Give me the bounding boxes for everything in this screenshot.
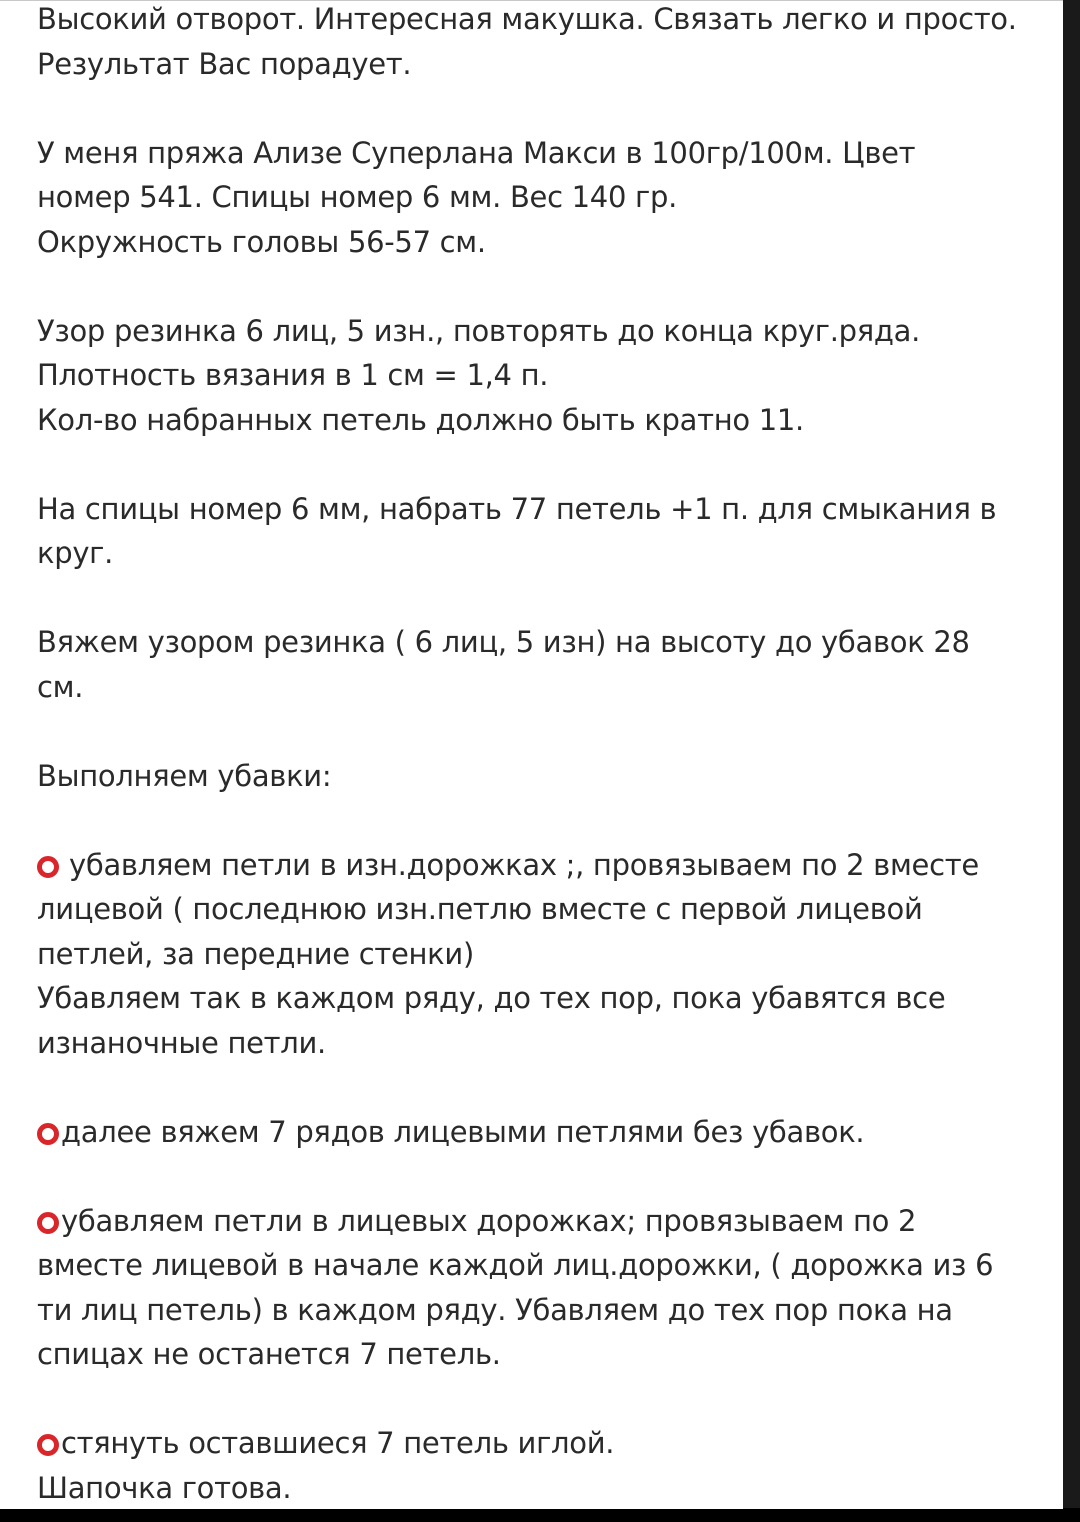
materials-line-1: У меня пряжа Ализе Суперлана Макси в 100гр/100м. Цвет (37, 135, 916, 170)
paragraph-gap (37, 1065, 1047, 1110)
step-4-text: стянуть оставшиеся 7 петель иглой. (61, 1426, 615, 1460)
step-2-text: далее вяжем 7 рядов лицевыми петлями без убавок. (61, 1114, 865, 1149)
red-circle-icon (37, 856, 59, 878)
pattern-line-3: Кол-во набранных петель должно быть кратно 11. (37, 402, 804, 437)
materials-line-3: Окружность головы 56-57 см. (37, 224, 486, 259)
step-1-text: убавляем петли в изн.дорожках ;, провязываем по 2 вместе (69, 847, 979, 882)
rib-line-2: см. (37, 669, 84, 704)
red-circle-icon (37, 1212, 59, 1234)
intro-line-2: Результат Вас порадует. (37, 46, 412, 81)
paragraph-gap (37, 86, 1047, 131)
step-1-line-3: петлей, за передние стенки) (37, 936, 474, 971)
pattern-line-1: Узор резинка 6 лиц, 5 изн., повторять до конца круг.ряда. (37, 313, 921, 348)
step-3-line-1 (37, 1199, 1047, 1244)
paragraph-gap (37, 1154, 1047, 1199)
screen-edge (1063, 0, 1080, 1508)
paragraph-gap (37, 264, 1047, 309)
step-1-line-5: изнаночные петли. (37, 1025, 326, 1060)
cast-on-line-1: На спицы номер 6 мм, набрать 77 петель +1 п. для смыкания в (37, 491, 997, 526)
step-3-line-4: спицах не останется 7 петель. (37, 1337, 501, 1371)
red-circle-icon (37, 1434, 59, 1456)
paragraph-gap (37, 576, 1047, 621)
step-4-line-1 (37, 1421, 1047, 1466)
step-1-line-2: лицевой ( последнюю изн.петлю вместе с первой лицевой (37, 892, 923, 926)
paragraph-gap (37, 442, 1047, 487)
step-3-line-3: ти лиц петель) в каждом ряду. Убавляем до тех пор пока на (37, 1292, 953, 1327)
step-3-line-2: вместе лицевой в начале каждой лиц.дорожки, ( дорожка из 6 (37, 1248, 994, 1282)
paragraph-gap (37, 798, 1047, 843)
red-circle-icon (37, 1123, 59, 1145)
pattern-line-2: Плотность вязания в 1 см = 1,4 п. (37, 358, 549, 392)
cast-on-line-2: круг. (37, 536, 114, 570)
step-2-line-1 (37, 1110, 1047, 1155)
step-1-line-4: Убавляем так в каждом ряду, до тех пор, пока убавятся все (37, 981, 946, 1015)
paragraph-gap (37, 709, 1047, 754)
intro-line-1: Высокий отворот. Интересная макушка. Связать легко и просто. (37, 2, 1017, 36)
step-4-line-2: Шапочка готова. (37, 1470, 292, 1505)
paragraph-gap (37, 1377, 1047, 1422)
step-1-line-1 (37, 843, 1047, 888)
materials-line-2: номер 541. Спицы номер 6 мм. Вес 140 гр. (37, 180, 677, 214)
decreases-heading: Выполняем убавки: (37, 758, 332, 793)
document-text (37, 0, 1047, 1509)
rib-line-1: Вяжем узором резинка ( 6 лиц, 5 изн) на высоту до убавок 28 (37, 625, 970, 659)
step-3-text: убавляем петли в лицевых дорожках; провязываем по 2 (61, 1203, 917, 1238)
